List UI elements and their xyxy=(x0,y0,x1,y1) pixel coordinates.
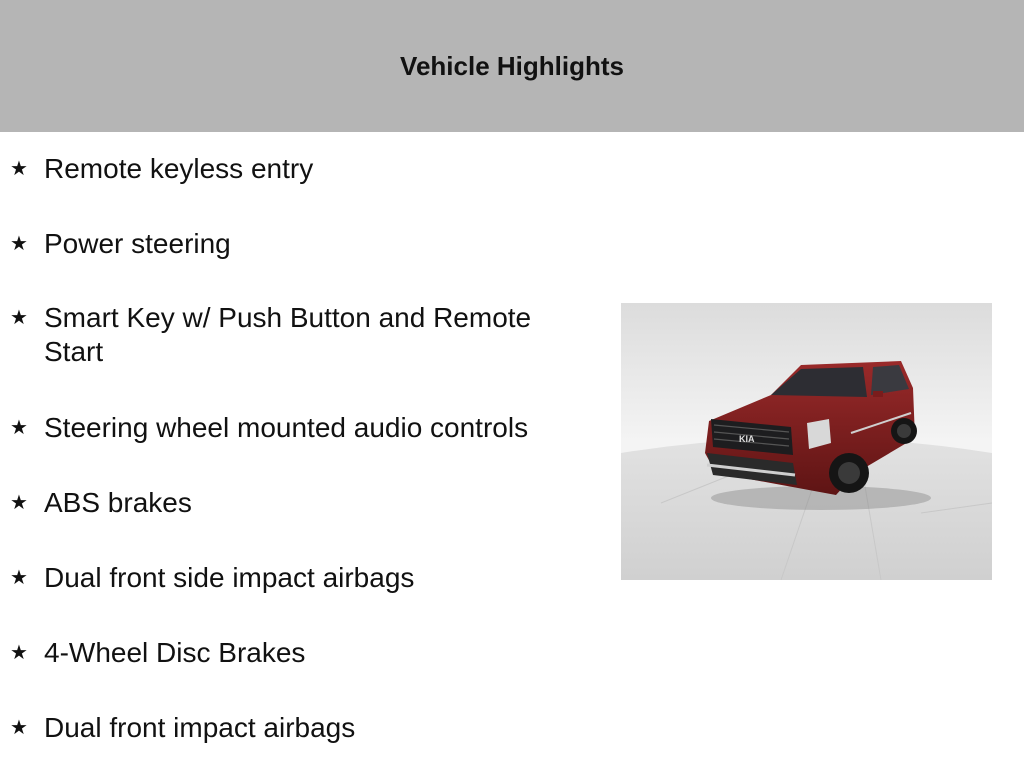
star-icon: ★ xyxy=(10,307,28,329)
list-item-label: Dual front side impact airbags xyxy=(44,562,415,593)
list-item-label: Power steering xyxy=(44,228,231,259)
list-item-label: Smart Key w/ Push Button and Remote Start xyxy=(44,302,532,367)
star-icon: ★ xyxy=(10,158,28,180)
star-icon: ★ xyxy=(10,567,28,589)
list-item-label: Remote keyless entry xyxy=(44,153,314,184)
list-item-label: Dual front impact airbags xyxy=(44,712,356,743)
list-item-label: ABS brakes xyxy=(44,487,192,518)
star-icon: ★ xyxy=(10,717,28,739)
list-item xyxy=(10,411,590,445)
page-header xyxy=(0,0,1024,132)
list-item xyxy=(10,636,590,670)
page-title: Vehicle Highlights xyxy=(400,50,624,81)
vehicle-photo xyxy=(621,303,992,580)
list-item-label: Steering wheel mounted audio controls xyxy=(44,412,529,443)
list-item xyxy=(10,152,590,186)
star-icon: ★ xyxy=(10,642,28,664)
star-icon: ★ xyxy=(10,492,28,514)
svg-text:KIA: KIA xyxy=(739,434,755,444)
star-icon: ★ xyxy=(10,417,28,439)
star-icon: ★ xyxy=(10,233,28,255)
list-item xyxy=(10,227,590,261)
list-item xyxy=(10,711,590,745)
list-item xyxy=(10,561,590,595)
list-item xyxy=(10,486,590,520)
list-item-label: 4-Wheel Disc Brakes xyxy=(44,637,306,668)
list-item xyxy=(10,301,590,369)
